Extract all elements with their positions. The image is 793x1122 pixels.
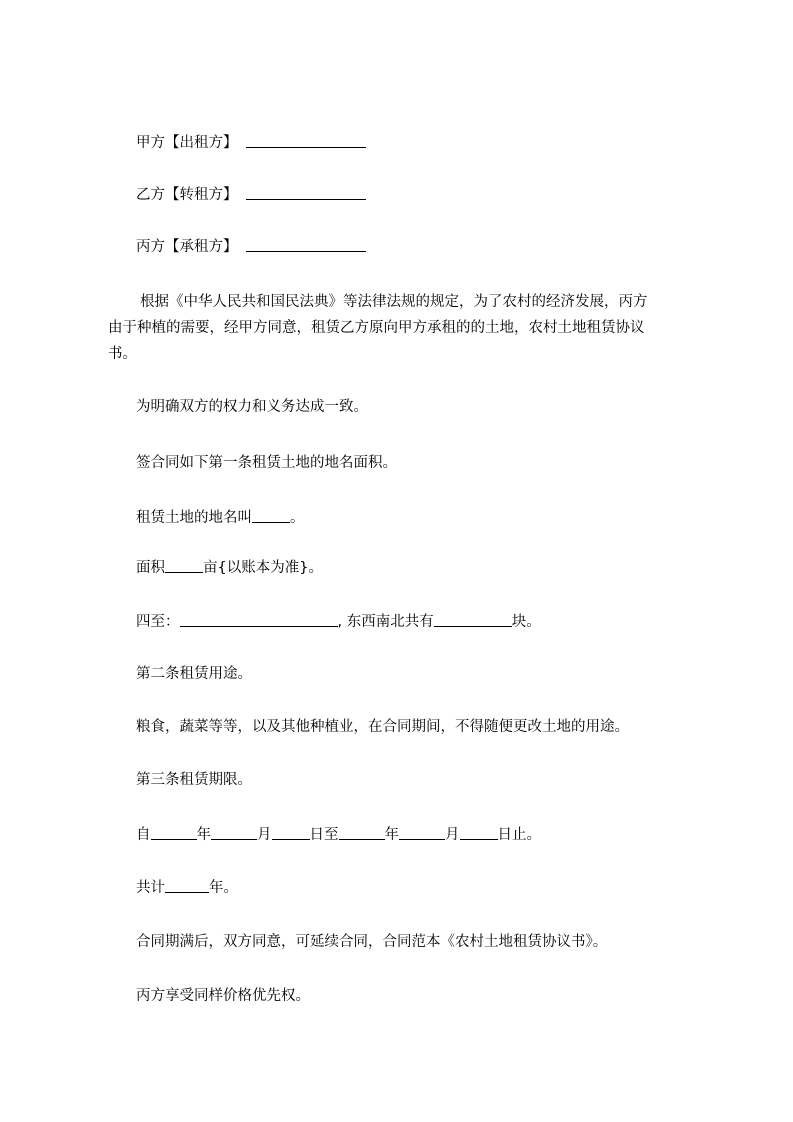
term-month-2: 月 [445, 827, 460, 843]
intro-paragraph [108, 289, 688, 367]
party-c-label: 丙方【承租方】 [136, 239, 238, 255]
end-day-blank[interactable] [460, 825, 498, 840]
total-years-blank[interactable] [165, 878, 209, 893]
start-year-blank[interactable] [151, 825, 197, 840]
bounds-blank[interactable] [180, 612, 338, 627]
end-year-blank[interactable] [339, 825, 385, 840]
total-line [136, 877, 238, 898]
area-prefix: 面积 [136, 560, 165, 576]
term-year-2: 年 [384, 827, 399, 843]
intro-line-2: 由于种植的需要，经甲方同意，租赁乙方原向甲方承租的的土地，农村土地租赁协议 [108, 320, 645, 336]
term-month-1: 月 [257, 827, 272, 843]
term-end: 日止。 [497, 827, 541, 843]
party-a-line [136, 132, 366, 153]
intro-line-3: 书。 [108, 346, 137, 362]
start-month-blank[interactable] [211, 825, 257, 840]
priority-line: 丙方享受同样价格优先权。 [136, 988, 310, 1004]
area-line [136, 557, 323, 578]
term-from: 自 [136, 827, 151, 843]
bounds-suffix: 块。 [511, 614, 541, 630]
article-3-title: 第三条租赁期限。 [136, 772, 252, 788]
area-blank[interactable] [165, 558, 203, 573]
bounds-line [136, 611, 541, 632]
party-b-label: 乙方【转租方】 [136, 187, 238, 203]
party-c-blank[interactable] [246, 237, 366, 252]
intro-line-1: 根据《中华人民共和国民法典》等法律法规的规定，为了农村的经济发展，丙方 [140, 294, 648, 310]
end-month-blank[interactable] [399, 825, 445, 840]
place-line [136, 507, 305, 528]
total-prefix: 共计 [136, 880, 165, 896]
place-suffix: 。 [290, 510, 305, 526]
article-2-text: 粮食，蔬菜等等，以及其他种植业，在合同期间，不得随便更改土地的用途。 [136, 719, 629, 735]
start-day-blank[interactable] [272, 825, 310, 840]
party-b-blank[interactable] [246, 185, 366, 200]
bounds-prefix: 四至： [136, 614, 180, 630]
article-2-title: 第二条租赁用途。 [136, 666, 252, 682]
renewal-line: 合同期满后，双方同意，可延续合同，合同范本《农村土地租赁协议书》。 [136, 934, 608, 950]
term-year-1: 年 [196, 827, 211, 843]
blocks-blank[interactable] [434, 612, 512, 627]
party-b-line [136, 184, 366, 205]
bounds-mid: , 东西南北共有 [337, 614, 434, 630]
sign-line: 签合同如下第一条租赁土地的地名面积。 [136, 455, 397, 471]
party-c-line [136, 236, 366, 257]
purpose-line: 为明确双方的权力和义务达成一致。 [136, 399, 368, 415]
party-a-blank[interactable] [246, 133, 366, 148]
term-line [136, 824, 541, 845]
place-blank[interactable] [252, 508, 290, 523]
party-a-label: 甲方【出租方】 [136, 135, 238, 151]
area-suffix: 亩{以账本为准}。 [203, 560, 323, 576]
place-prefix: 租赁土地的地名叫 [136, 510, 252, 526]
term-day-to: 日至 [309, 827, 339, 843]
total-suffix: 年。 [209, 880, 238, 896]
